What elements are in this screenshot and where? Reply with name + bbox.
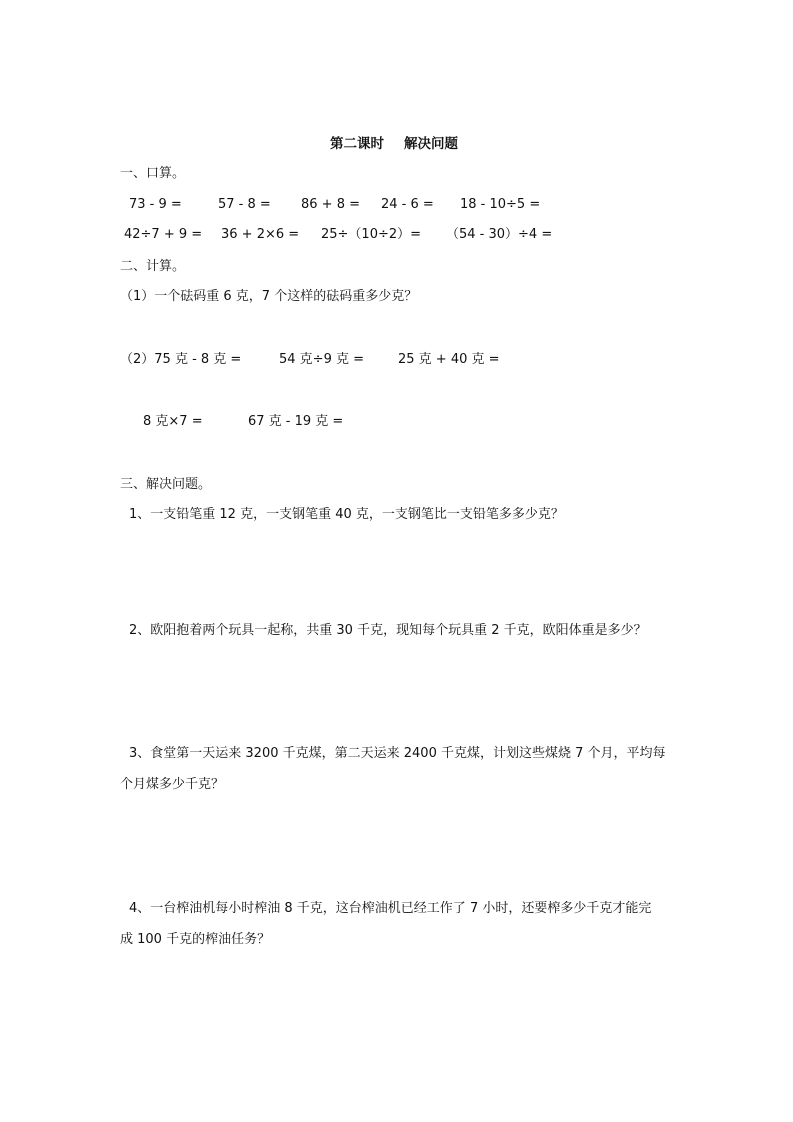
word-problem-3-line2: 个月煤多少千克？ [120, 777, 225, 792]
calc-item: 25 克 + 40 克 = [398, 352, 500, 367]
calc-item: 54 克÷9 克 = [279, 352, 364, 367]
oral-calc-item: （54 - 30）÷4 = [446, 227, 553, 242]
title-lesson: 第二课时 [330, 136, 384, 152]
word-problem-1: 1、一支铅笔重 12 克，一支钢笔重 40 克，一支钢笔比一支铅笔多多少克？ [129, 507, 564, 522]
word-problem-4-line2: 成 100 千克的榨油任务？ [120, 932, 271, 947]
word-problem-2: 2、欧阳抱着两个玩具一起称，共重 30 千克，现知每个玩具重 2 千克，欧阳体重是多少？ [129, 623, 647, 638]
oral-calc-item: 73 - 9 = [129, 197, 182, 212]
calc-item: 8 克×7 = [143, 414, 203, 429]
oral-calc-item: 24 - 6 = [381, 197, 434, 212]
oral-calc-item: 86 + 8 = [301, 197, 360, 212]
word-problem-3-line1: 3、食堂第一天运来 3200 千克煤，第二天运来 2400 千克煤，计划这些煤烧 7 个月，平均每 [129, 746, 666, 761]
title-topic: 解决问题 [404, 136, 458, 152]
calc-item: （2）75 克 - 8 克 = [120, 352, 242, 367]
oral-calc-item: 25÷（10÷2）= [321, 227, 422, 242]
oral-calc-item: 36 + 2×6 = [221, 227, 300, 242]
calc-item: 67 克 - 19 克 = [248, 414, 344, 429]
oral-calc-item: 57 - 8 = [218, 197, 271, 212]
oral-calc-item: 18 - 10÷5 = [460, 197, 541, 212]
word-problem-4-line1: 4、一台榨油机每小时榨油 8 千克，这台榨油机已经工作了 7 小时，还要榨多少千克才能完 [129, 901, 652, 916]
calc-question-1: （1）一个砝码重 6 克，7 个这样的砝码重多少克？ [120, 289, 418, 304]
oral-calc-item: 42÷7 + 9 = [124, 227, 203, 242]
section1-heading: 一、口算。 [120, 166, 186, 181]
section3-heading: 三、解决问题。 [120, 477, 212, 492]
section2-heading: 二、计算。 [120, 259, 186, 274]
page-title [330, 135, 458, 153]
